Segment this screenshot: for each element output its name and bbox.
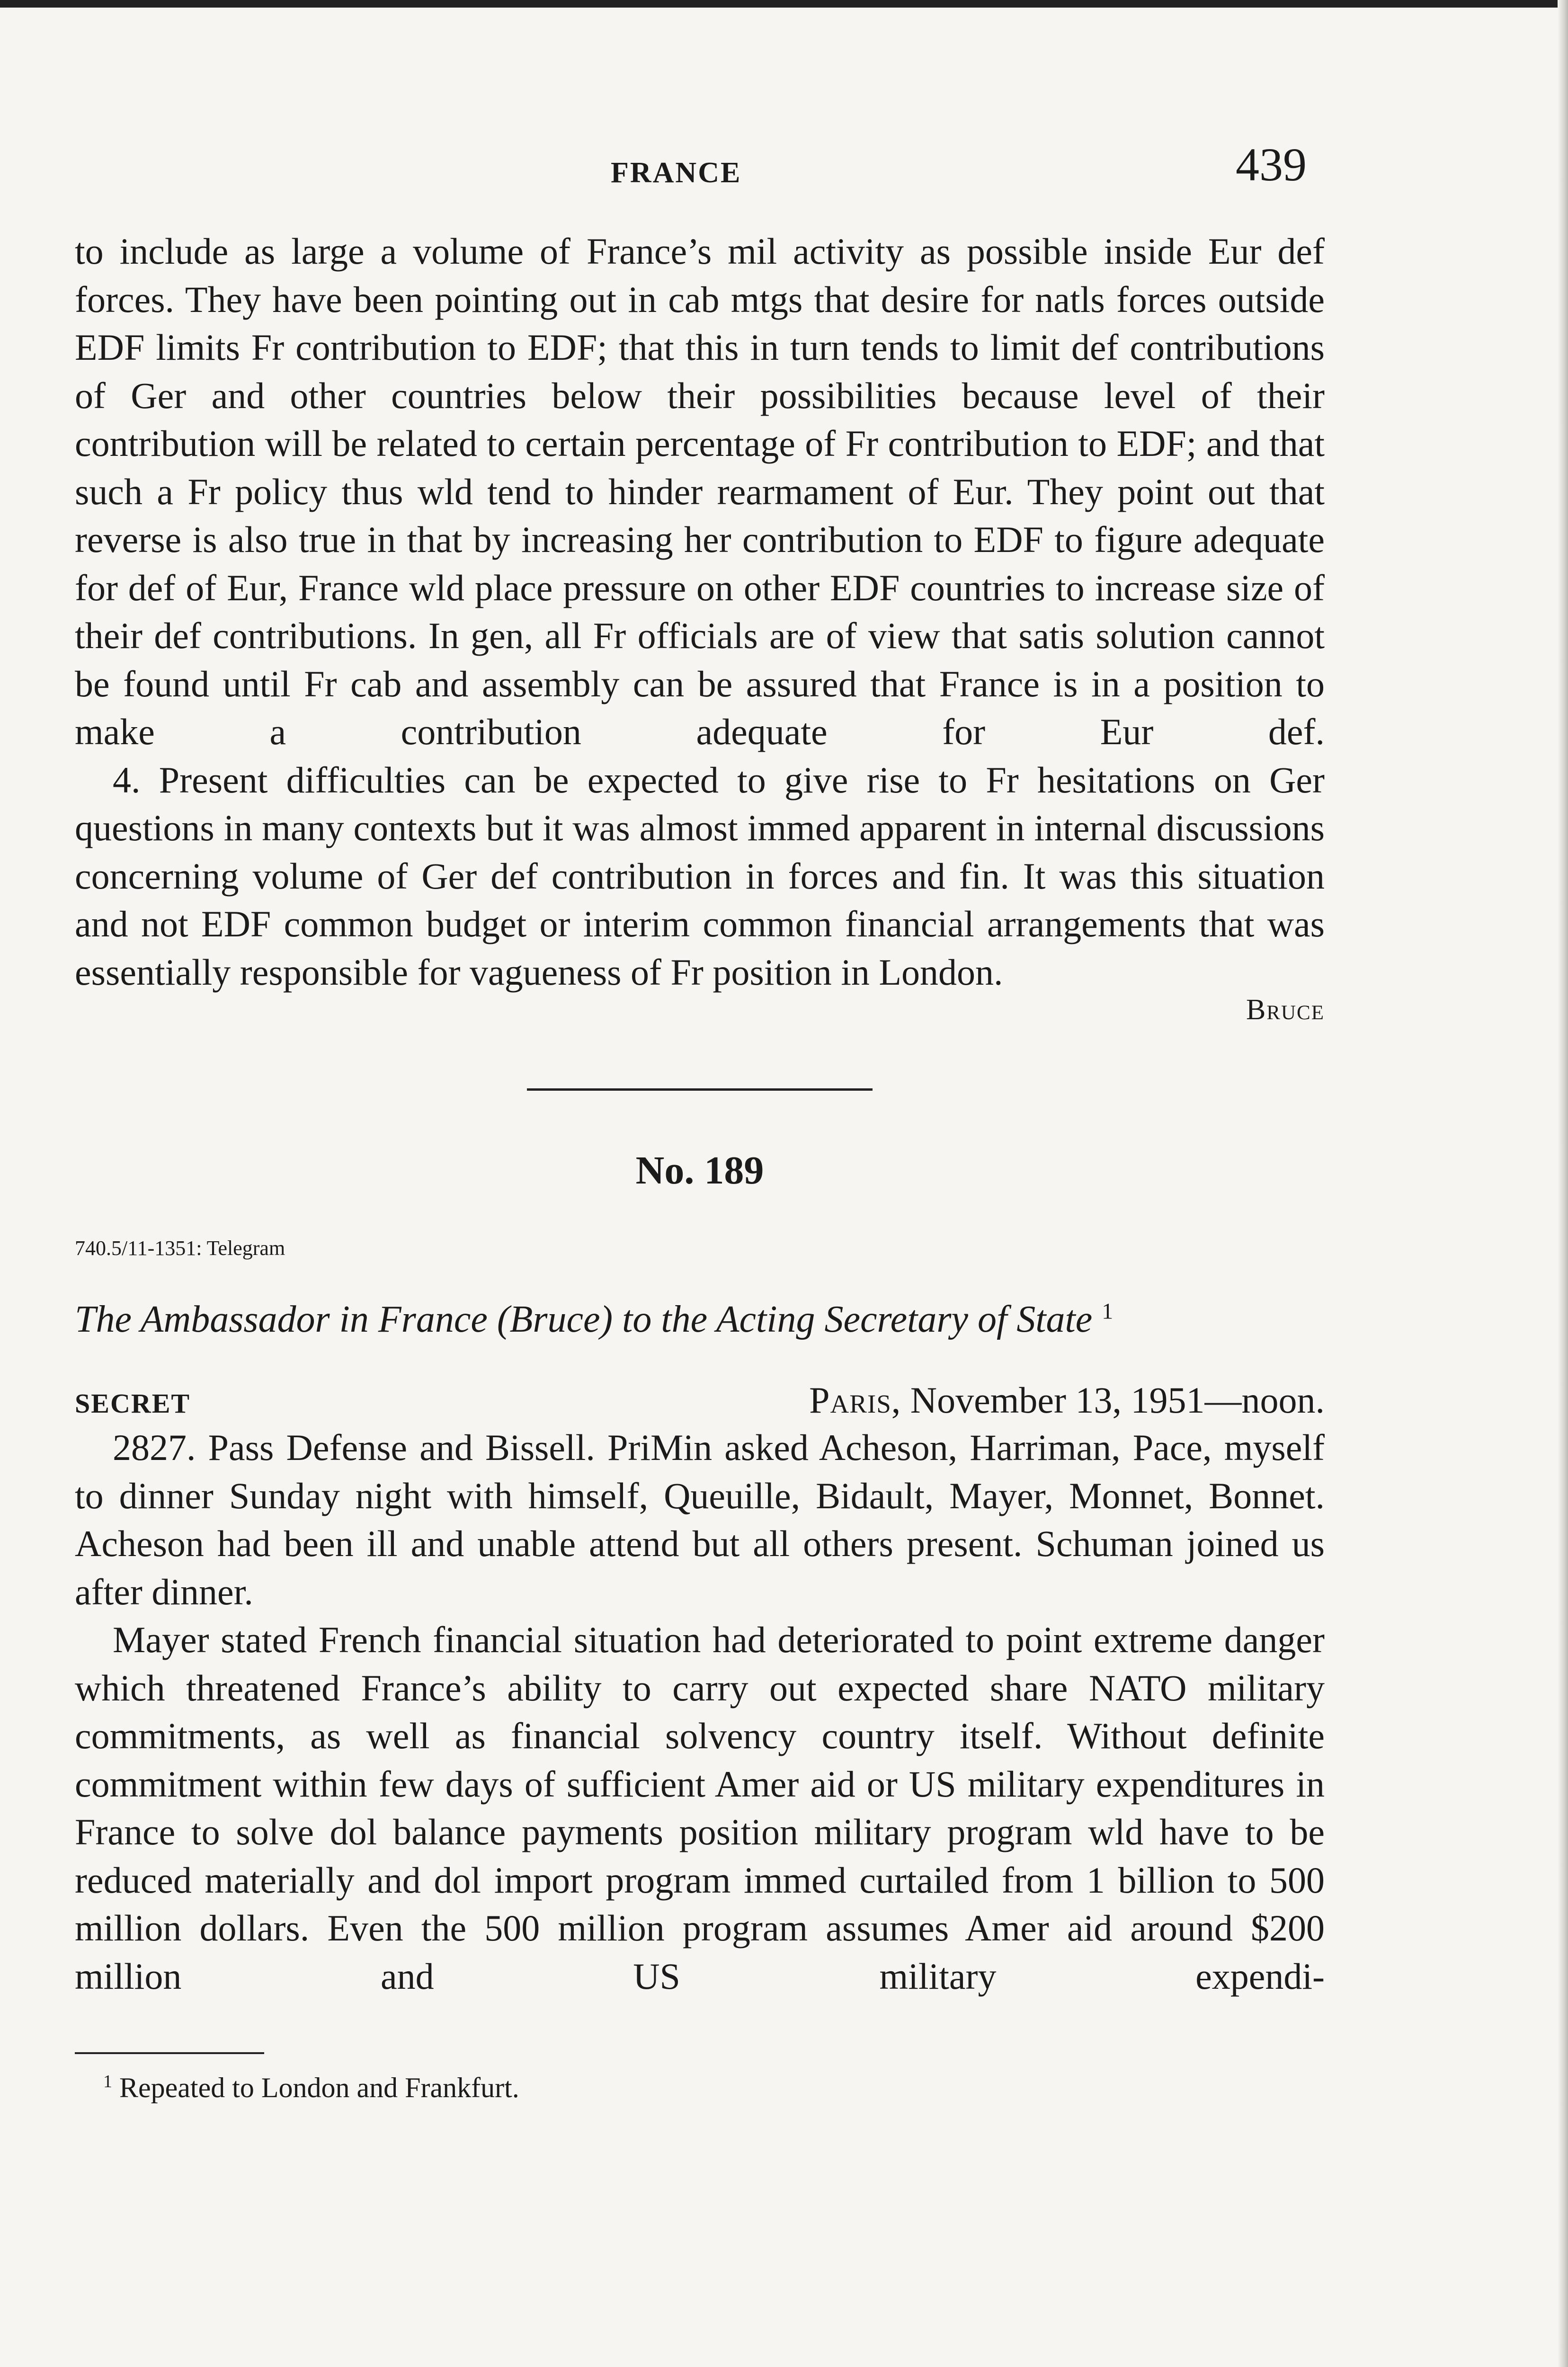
dateline: [809, 1379, 1325, 1422]
document-heading-text: The Ambassador in France (Bruce) to the Acting Secretary of State: [75, 1299, 1093, 1340]
telegram-paragraph-1: 2827. Pass Defense and Bissell. PriMin asked Acheson, Harriman, Pace, myself to dinner Sunday night with himself, Queuille, Bidault, Mayer, Monnet, Bonnet. Acheson had been ill and unable attend but all others present. Schuman joined us after dinner.: [75, 1427, 1325, 1612]
footnote: [75, 2071, 1325, 2104]
heading-footnote-mark: 1: [1102, 1299, 1114, 1324]
top-edge-rule: [0, 0, 1568, 8]
section-divider: [527, 1088, 873, 1091]
date-place: Paris,: [809, 1379, 901, 1421]
classification-line: [75, 1379, 1325, 1422]
classification: SECRET: [75, 1388, 191, 1419]
file-reference: 740.5/11-1351: Telegram: [75, 1237, 285, 1260]
footnote-mark: 1: [103, 2072, 112, 2091]
running-head: FRANCE: [611, 157, 742, 189]
page-edge-shadow: [1558, 0, 1568, 2367]
paragraph-continued: to include as large a volume of France’s mil activity as possible inside Eur def forces. They have been pointing out in cab mtgs that desire for natls forces outside EDF limits Fr contribution to EDF; that this in turn tends to limit def contributions of Ger and other countries below their possibilities because level of their contribution will be related to certain percentage of Fr contribution to EDF; and that such a Fr policy thus wld tend to hinder rearmament of Eur. They point out that reverse is also true in that by increasing her contribution to EDF to figure adequate for def of Eur, France wld place pressure on other EDF countries to increase size of their def contributions. In gen, all Fr officials are of view that satis solution cannot be found until Fr cab and assembly can be assured that France is in a position to make a contribution adequate for Eur def.: [75, 231, 1325, 752]
page-number: 439: [1236, 138, 1307, 191]
document-number: No. 189: [635, 1148, 764, 1192]
document-heading: [75, 1298, 1325, 1341]
telegram-paragraph-2: Mayer stated French financial situation had deteriorated to point extreme danger which threatened France’s ability to carry out expected share NATO military commitments, as well as financial solvency country itself. Without definite commitment within few days of sufficient Amer aid or US military expenditures in France to solve dol balance payments position military program wld have to be reduced materially and dol import program immed curtailed from 1 billion to 500 million dollars. Even the 500 million program assumes Amer aid around $200 million and US military expendi-: [75, 1619, 1325, 1997]
footnote-rule: [75, 2052, 264, 2054]
signature: Bruce: [1246, 994, 1325, 1026]
paragraph-4: 4. Present difficulties can be expected to give rise to Fr hesitations on Ger questions in many contexts but it was almost immed apparent in internal discussions concerning volume of Ger def contribution in forces and fin. It was this situation and not EDF common budget or interim common financial arrangements that was essentially responsible for vagueness of Fr position in London.: [75, 759, 1325, 993]
page-body: [75, 227, 1325, 2104]
date: November 13, 1951—noon.: [910, 1379, 1325, 1421]
footnote-text: Repeated to London and Frankfurt.: [119, 2072, 519, 2103]
